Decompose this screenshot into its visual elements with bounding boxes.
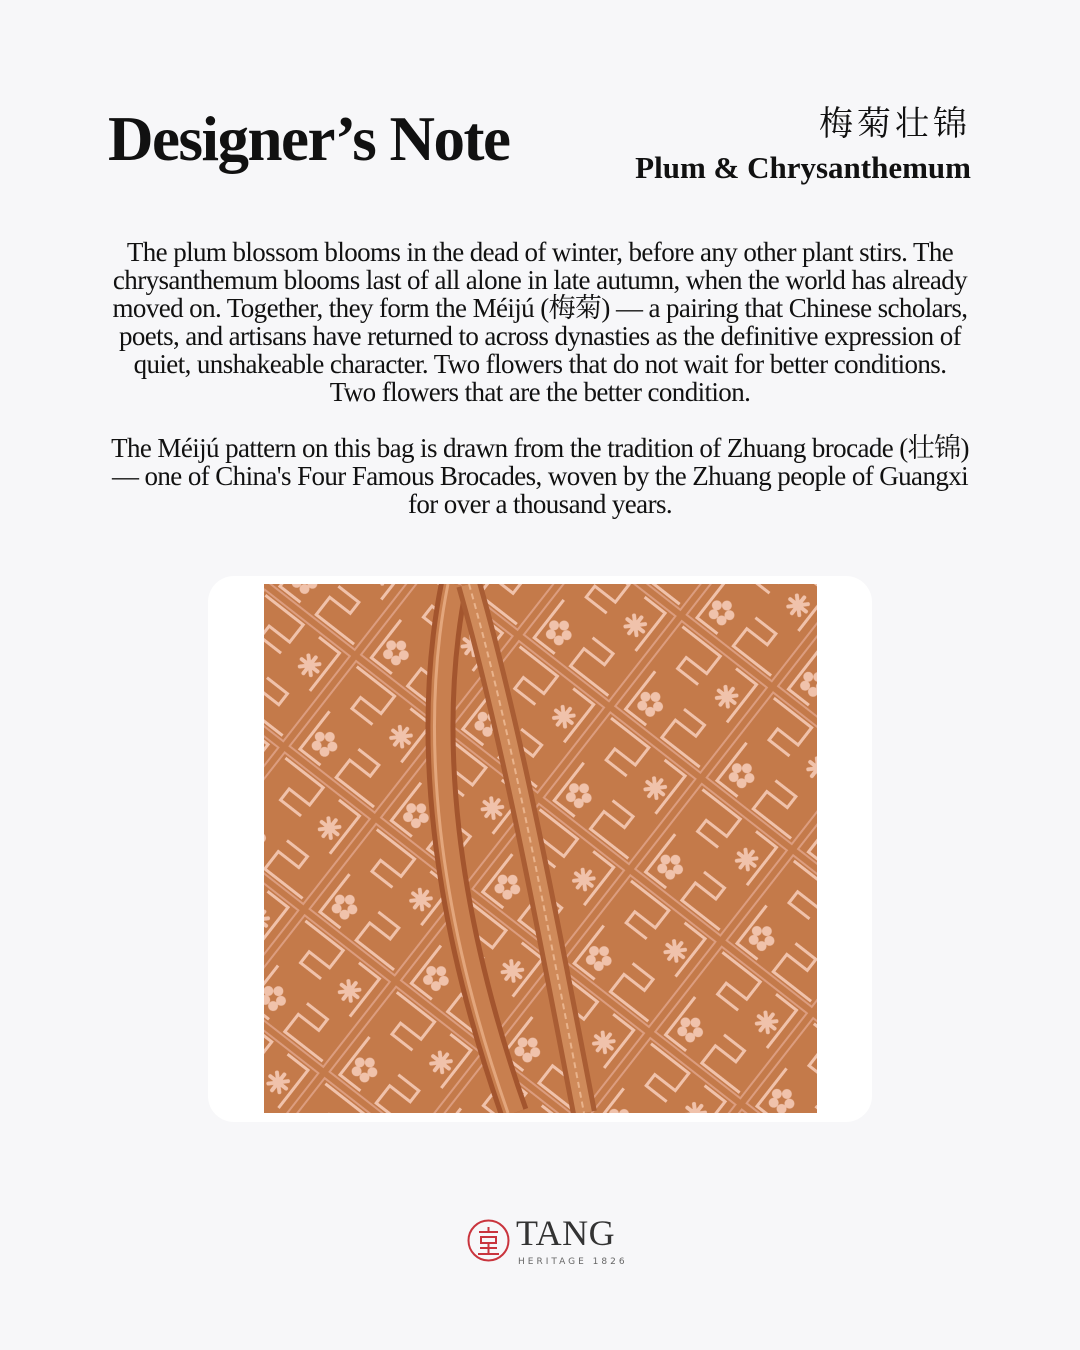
subtitle-block [635, 106, 971, 185]
product-image-card [208, 576, 872, 1122]
brocade-closeup-image [264, 584, 817, 1113]
page-title: Designer’s Note [108, 104, 510, 174]
brand-name: TANG [516, 1213, 616, 1253]
brand-logo [466, 1213, 628, 1275]
tang-seal-icon [466, 1218, 511, 1263]
english-subtitle: Plum & Chrysanthemum [635, 150, 971, 186]
body-text [108, 238, 972, 518]
chinese-title: 梅菊壮锦 [819, 104, 971, 144]
paragraph-brocade: The Méijú pattern on this bag is drawn from the tradition of Zhuang brocade (壮锦) — one of China's Four Famous Brocades, woven by the Zhuang people of Guangxi for over a thousand years. [111, 433, 969, 519]
brand-tagline: HERITAGE 1826 [518, 1257, 628, 1267]
paragraph-intro: The plum blossom blooms in the dead of winter, before any other plant stirs. The chrysanthemum blooms last of all alone in late autumn, when the world has already moved on. Together, they form the Méijú (梅菊) — a pairing that Chinese scholars, poets, and artisans have returned to across dynasties as the definitive expression of quiet, unshakeable character. Two flowers that do not wait for better conditions. Two flowers that are the better condition. [112, 237, 968, 407]
